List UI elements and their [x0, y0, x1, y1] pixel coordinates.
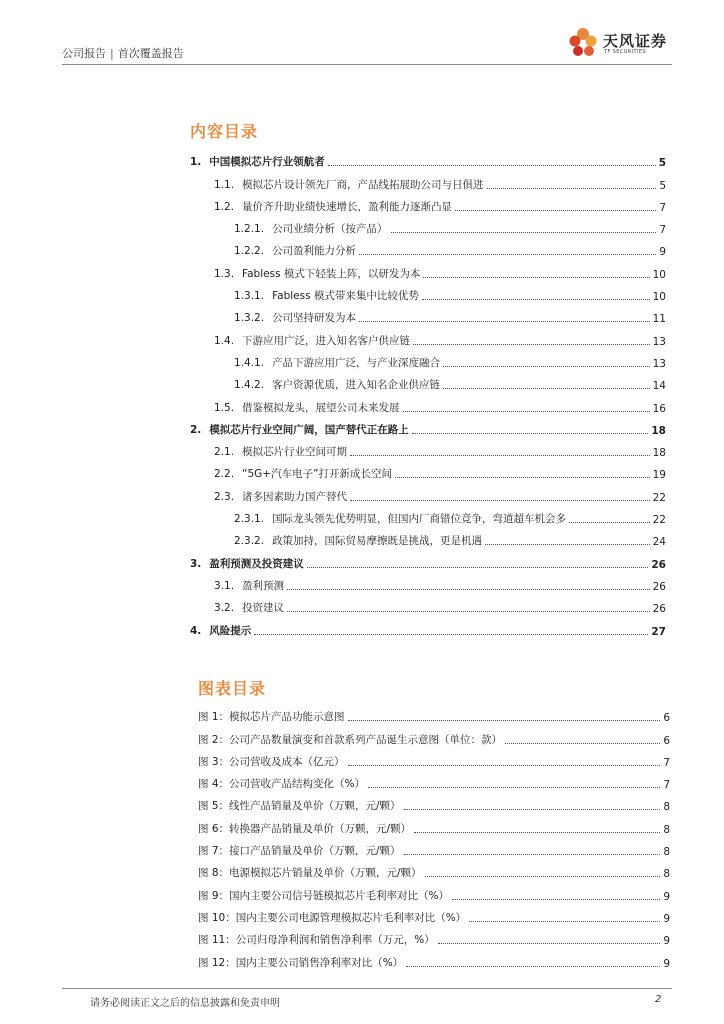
toc-entry[interactable] — [190, 236, 666, 258]
dot-leader — [425, 875, 661, 877]
toc-entry-text: 盈利预测及投资建议 — [209, 557, 304, 570]
figure-entry[interactable] — [198, 925, 670, 947]
dot-leader — [350, 454, 650, 456]
figure-entry-page: 7 — [663, 779, 670, 792]
toc-entry-number: 1.4.1. — [234, 356, 265, 369]
toc-entry-page: 10 — [652, 291, 666, 304]
figure-entry[interactable] — [198, 947, 670, 969]
toc-entry-page: 26 — [652, 603, 666, 616]
figure-entry[interactable] — [198, 903, 670, 925]
toc-entry[interactable] — [190, 325, 666, 347]
toc-entry-number: 2.3. — [214, 490, 235, 503]
figure-entry-page: 8 — [663, 823, 670, 836]
header-separator: | — [110, 47, 114, 60]
dot-leader — [404, 853, 661, 855]
toc-entry-label — [214, 466, 392, 481]
toc-entry-label — [234, 355, 440, 370]
figure-entry[interactable] — [198, 724, 670, 746]
toc-entry-page: 10 — [652, 268, 666, 281]
toc-entry-page: 22 — [652, 514, 666, 527]
toc-entry-page: 16 — [652, 402, 666, 415]
figure-entry-label: 图 1：模拟芯片产品功能示意图 — [198, 711, 345, 724]
toc-entry-text: 客户资源优质，进入知名企业供应链 — [272, 379, 441, 392]
toc-entry-text: 投资建议 — [242, 602, 285, 615]
figure-entry-page: 7 — [663, 756, 670, 769]
dot-leader — [395, 476, 650, 478]
toc-entry-page: 7 — [659, 201, 666, 214]
dot-leader — [287, 610, 650, 612]
toc-entry-page: 7 — [659, 224, 666, 237]
toc-entry-label — [234, 533, 482, 548]
toc-entry-text: 中国模拟芯片行业领航者 — [209, 156, 325, 169]
toc-entry-page: 19 — [652, 469, 666, 482]
toc-entry-label — [234, 310, 356, 325]
dot-leader — [414, 831, 660, 833]
dot-leader — [423, 276, 649, 278]
toc-entry-page: 26 — [651, 558, 666, 571]
figure-entry[interactable] — [198, 769, 670, 791]
dot-leader — [328, 164, 656, 166]
toc-entry-page: 11 — [652, 313, 666, 326]
dot-leader — [455, 209, 656, 211]
toc-entry-page: 27 — [651, 625, 666, 638]
dot-leader — [368, 786, 660, 788]
dot-leader — [443, 387, 650, 389]
toc-entry-page: 18 — [652, 447, 666, 460]
header-company-report: 公司报告 — [62, 47, 106, 60]
toc-entry-label — [214, 489, 347, 504]
figure-entry-page: 6 — [663, 712, 670, 725]
toc-entry-label — [190, 422, 409, 437]
toc-entry[interactable] — [190, 214, 666, 236]
toc-entry-number: 1.2.2. — [234, 245, 265, 258]
toc-entry-text: 盈利预测 — [242, 579, 285, 592]
toc-entry-text: “5G+汽车电子”打开新成长空间 — [242, 468, 393, 481]
dot-leader — [422, 298, 650, 300]
toc-entry-text: 模拟芯片行业空间可期 — [242, 446, 348, 459]
toc-entry[interactable] — [190, 504, 666, 526]
toc-entry[interactable] — [190, 526, 666, 548]
toc-entry-label — [214, 333, 410, 348]
toc-entry-label — [214, 266, 420, 281]
toc-entry-number: 1.4.2. — [234, 379, 265, 392]
logo-subtext: TF SECURITIES — [604, 49, 647, 55]
toc-entry-page: 24 — [652, 536, 666, 549]
header-coverage-report: 首次覆盖报告 — [117, 47, 184, 60]
toc-entry-page: 5 — [658, 157, 666, 170]
figure-entry-label: 图 2：公司产品数量演变和首款系列产品诞生示意图（单位：款） — [198, 733, 503, 746]
figure-list — [198, 702, 670, 970]
toc-entry-label — [214, 177, 484, 192]
toc-entry[interactable] — [190, 192, 666, 214]
toc-entry-number: 2.1. — [214, 446, 235, 459]
toc-entry-label — [234, 377, 440, 392]
toc-entry-text: 公司盈利能力分析 — [272, 245, 357, 258]
dot-leader — [403, 410, 650, 412]
tf-securities-logo — [566, 26, 676, 62]
dot-leader — [505, 742, 660, 744]
toc-entry-label — [214, 400, 400, 415]
dot-leader — [438, 942, 661, 944]
toc-entry-label — [214, 578, 284, 593]
toc-entry-text: 公司坚持研发为本 — [272, 312, 357, 325]
figure-entry[interactable] — [198, 836, 670, 858]
toc-entry-text: 公司业绩分析（按产品） — [272, 223, 388, 236]
figure-entry[interactable] — [198, 813, 670, 835]
toc-entry[interactable] — [190, 348, 666, 370]
toc-entry-text: 借鉴模拟龙头，展望公司未来发展 — [242, 401, 400, 414]
dot-leader — [350, 499, 650, 501]
figure-entry[interactable] — [198, 858, 670, 880]
toc-entry-label — [214, 600, 284, 615]
toc-entry-number: 1.3. — [214, 267, 235, 280]
dot-leader — [406, 965, 660, 967]
figure-entry[interactable] — [198, 791, 670, 813]
toc-entry-number: 2. — [190, 423, 202, 436]
figure-entry[interactable] — [198, 702, 670, 724]
toc-entry-page: 14 — [652, 380, 666, 393]
dot-leader — [348, 719, 661, 721]
figure-entry-label: 图 8：电源模拟芯片销量及单价（万颗，元/颗） — [198, 867, 422, 880]
toc-entry[interactable] — [190, 303, 666, 325]
toc-entry-text: 模拟芯片行业空间广阔，国产替代正在路上 — [209, 423, 409, 436]
header-divider — [62, 64, 672, 65]
figure-entry[interactable] — [198, 880, 670, 902]
toc-entry-text: 诸多因素助力国产替代 — [242, 490, 348, 503]
toc-entry-number: 2.3.2. — [234, 535, 265, 548]
toc-entry-number: 1. — [190, 156, 202, 169]
toc-entry-number: 2.2. — [214, 468, 235, 481]
toc-entry[interactable] — [190, 415, 666, 437]
figure-entry-label: 图 11：公司归母净利润和销售净利率（万元，%） — [198, 934, 435, 947]
dot-leader — [307, 566, 649, 568]
toc-entry-number: 1.1. — [214, 178, 235, 191]
toc-entry-page: 22 — [652, 491, 666, 504]
dot-leader — [412, 432, 649, 434]
toc-entry-label — [234, 243, 356, 258]
toc-entry-text: 下游应用广泛，进入知名客户供应链 — [242, 334, 411, 347]
table-of-contents — [190, 147, 666, 638]
toc-entry-label — [190, 556, 304, 571]
dot-leader — [404, 808, 661, 810]
figure-entry-page: 6 — [663, 734, 670, 747]
toc-entry[interactable] — [190, 147, 666, 169]
toc-entry[interactable] — [190, 169, 666, 191]
toc-entry[interactable] — [190, 593, 666, 615]
toc-entry-label — [190, 623, 251, 638]
flower-logo-icon — [566, 26, 600, 60]
dot-leader — [485, 543, 650, 545]
toc-entry-text: 政策加持，国际贸易摩擦既是挑战，更是机遇 — [272, 535, 483, 548]
toc-entry-number: 1.2.1. — [234, 223, 265, 236]
figure-entry-label: 图 3：公司营收及成本（亿元） — [198, 755, 345, 768]
toc-entry-number: 1.4. — [214, 334, 235, 347]
toc-entry-text: 模拟芯片设计领先厂商，产品线拓展助公司与日俱进 — [242, 178, 484, 191]
figure-entry-label: 图 7：接口产品销量及单价（万颗，元/颗） — [198, 845, 401, 858]
toc-entry[interactable] — [190, 571, 666, 593]
figure-entry-label: 图 6：转换器产品销量及单价（万颗，元/颗） — [198, 822, 412, 835]
toc-entry-page: 26 — [652, 580, 666, 593]
dot-leader — [254, 633, 648, 635]
dot-leader — [452, 898, 660, 900]
dot-leader — [569, 521, 650, 523]
dot-leader — [487, 187, 657, 189]
toc-title: 内容目录 — [190, 122, 259, 141]
dot-leader — [391, 231, 657, 233]
toc-entry-page: 18 — [651, 424, 666, 437]
figure-entry-label: 图 4：公司营收产品结构变化（%） — [198, 778, 365, 791]
toc-entry-page: 5 — [659, 179, 666, 192]
toc-entry-number: 3. — [190, 557, 202, 570]
footer-disclaimer: 请务必阅读正文之后的信息披露和免责申明 — [90, 998, 280, 1009]
toc-entry[interactable] — [190, 481, 666, 503]
figure-entry-label: 图 9：国内主要公司信号链模拟芯片毛利率对比（%） — [198, 889, 449, 902]
figure-entry-page: 9 — [663, 957, 670, 970]
report-type — [62, 45, 184, 61]
toc-entry-label — [214, 444, 347, 459]
toc-entry-number: 1.2. — [214, 200, 235, 213]
figure-entry[interactable] — [198, 747, 670, 769]
dot-leader — [287, 588, 650, 590]
figure-entry-page: 8 — [663, 846, 670, 859]
dot-leader — [359, 320, 650, 322]
toc-entry[interactable] — [190, 437, 666, 459]
toc-entry-number: 1.3.2. — [234, 312, 265, 325]
toc-entry-label — [190, 154, 325, 169]
toc-entry-number: 3.1. — [214, 579, 235, 592]
toc-entry-text: 风险提示 — [209, 624, 252, 637]
footer-divider — [62, 988, 672, 989]
toc-entry[interactable] — [190, 392, 666, 414]
toc-entry-page: 13 — [652, 357, 666, 370]
toc-entry-page: 13 — [652, 335, 666, 348]
figure-entry-page: 8 — [663, 801, 670, 814]
toc-entry-number: 4. — [190, 624, 202, 637]
dot-leader — [443, 365, 650, 367]
toc-entry[interactable] — [190, 459, 666, 481]
page-number: 2 — [655, 994, 662, 1005]
toc-entry-label — [214, 199, 452, 214]
figure-list-title: 图表目录 — [198, 679, 267, 698]
figure-entry-page: 9 — [663, 935, 670, 948]
toc-entry-label — [234, 288, 419, 303]
dot-leader — [413, 343, 650, 345]
toc-entry[interactable] — [190, 548, 666, 570]
toc-entry-label — [234, 221, 388, 236]
toc-entry[interactable] — [190, 258, 666, 280]
toc-entry[interactable] — [190, 615, 666, 637]
dot-leader — [469, 920, 660, 922]
toc-entry-number: 2.3.1. — [234, 513, 265, 526]
toc-entry-text: 量价齐升助业绩快速增长，盈利能力逐渐凸显 — [242, 200, 453, 213]
figure-entry-label: 图 10：国内主要公司电源管理模拟芯片毛利率对比（%） — [198, 911, 467, 924]
toc-entry-number: 3.2. — [214, 602, 235, 615]
dot-leader — [348, 764, 661, 766]
toc-entry-page: 9 — [659, 246, 666, 259]
toc-entry-text: Fabless 模式下轻装上阵，以研发为本 — [242, 267, 421, 280]
toc-entry-text: Fabless 模式带来集中比较优势 — [272, 290, 419, 303]
logo-text: 天风证券 — [603, 32, 668, 50]
toc-entry-number: 1.5. — [214, 401, 235, 414]
toc-entry-text: 国际龙头领先优势明显，但国内厂商错位竞争，弯道超车机会多 — [272, 513, 567, 526]
figure-entry-label: 图 5：线性产品销量及单价（万颗，元/颗） — [198, 800, 401, 813]
figure-entry-page: 9 — [663, 912, 670, 925]
dot-leader — [359, 253, 656, 255]
toc-entry-text: 产品下游应用广泛，与产业深度融合 — [272, 356, 441, 369]
figure-entry-label: 图 12：国内主要公司销售净利率对比（%） — [198, 956, 404, 969]
toc-entry-number: 1.3.1. — [234, 290, 265, 303]
toc-entry[interactable] — [190, 370, 666, 392]
figure-entry-page: 8 — [663, 868, 670, 881]
toc-entry[interactable] — [190, 281, 666, 303]
figure-entry-page: 9 — [663, 890, 670, 903]
toc-entry-label — [234, 511, 566, 526]
